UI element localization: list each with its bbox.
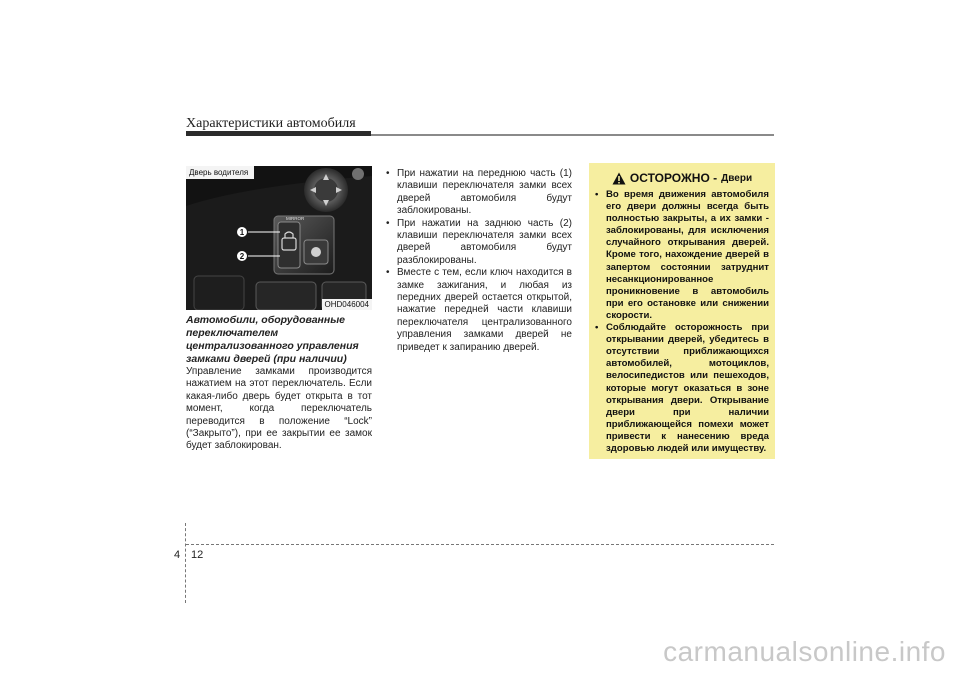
footer-rule <box>186 544 774 545</box>
warning-triangle-icon <box>612 172 626 185</box>
warning-box <box>589 163 775 459</box>
instruction-list <box>386 168 572 354</box>
photo-code: OHD046004 <box>322 299 372 310</box>
subheading: Автомобили, оборудованные переключателем централизованного управления замками дверей (при наличии) <box>186 314 359 365</box>
warning-title: ОСТОРОЖНО - <box>629 171 718 185</box>
list-item: • Вместе с тем, если ключ находится в замке зажигания, и любая из передних дверей остается открытой, нажатие передней части клавиши переключателя централизованного управления замками дверей не приведет к запиранию дверей. <box>386 267 572 353</box>
body-paragraph: Управление замками производится нажатием на этот переключатель. Если какая-либо дверь будет открыта в тот момент, когда переключатель переводится в положение “Lock” (“Закрыто”), при ее закрытии ее замок будет заблокирован. <box>186 366 372 452</box>
photo-labels <box>186 166 372 310</box>
warning-heading <box>595 171 769 185</box>
photo-caption: Дверь водителя <box>186 166 254 179</box>
section-title: Характеристики автомобиля <box>186 116 356 131</box>
callout-label-1: 1 <box>239 228 245 237</box>
footer-divider <box>185 523 186 603</box>
header-rule-accent <box>186 131 371 136</box>
list-item: • Соблюдайте осторожность при открывании дверей, убедитесь в отсутствии приближающихся автомобилей, мотоциклов, велосипедистов или пешеходов, которые могут оказаться в зоне открывания двери. Открывание двери при наличии приближающейся помехи может привести к нанесению вреда здоровью людей или имуществу. <box>595 322 769 454</box>
list-item: • Во время движения автомобиля его двери должны всегда быть полностью закрыты, а их замки - заблокированы, для исключения случайного открывания дверей. Кроме того, нахождение дверей в запертом состоянии затруднит несанкционированное проникновение в автомобиль при его остановке или снижении скорости. <box>595 189 769 321</box>
list-item: • При нажатии на переднюю часть (1) клавиши переключателя замки всех дверей автомобиля будут заблокированы. <box>386 168 572 217</box>
door-switch-photo <box>186 166 372 310</box>
page-number: 12 <box>191 549 204 561</box>
switch-label-text: MIRROR <box>286 216 305 221</box>
list-item: • При нажатии на заднюю часть (2) клавиши переключателя замки всех дверей автомобиля будут разблокированы. <box>386 217 572 266</box>
watermark: carmanualsonline.info <box>663 636 946 667</box>
warning-subtitle: Двери <box>721 172 753 184</box>
callout-label-2: 2 <box>239 252 245 261</box>
chapter-number: 4 <box>174 549 181 561</box>
